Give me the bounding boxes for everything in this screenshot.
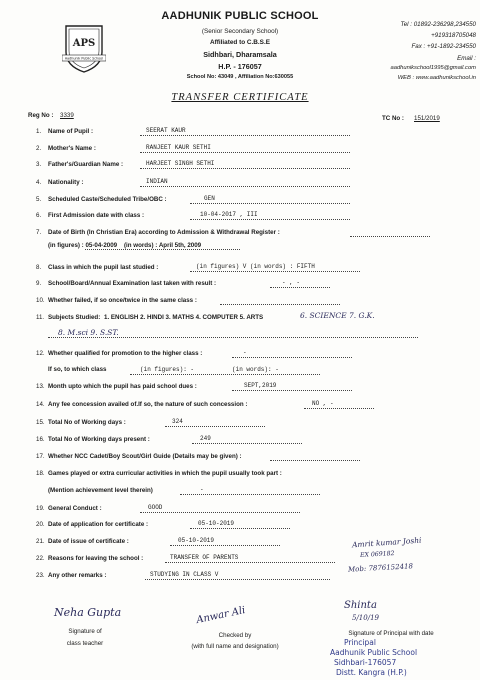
- field-number: 12.: [36, 350, 45, 357]
- field-underline: [145, 579, 330, 580]
- field-underline: [140, 168, 350, 169]
- field-number: 13.: [36, 383, 45, 390]
- school-location: Sidhbari, Dharamsala: [203, 50, 277, 59]
- field-underline: [190, 203, 350, 204]
- school-email-label: Email :: [457, 55, 476, 62]
- field-value-conduct: GOOD: [148, 504, 163, 511]
- principal-stamp-school: Aadhunik Public School: [330, 648, 418, 657]
- field-value-dob-words: (in words) : April 5th, 2009: [124, 242, 202, 249]
- field-underline: [220, 304, 340, 305]
- principal-caption: Signature of Principal with date: [348, 630, 434, 637]
- school-state-pin: H.P. - 176057: [218, 62, 262, 71]
- checker-caption-2: (with full name and designation): [191, 643, 279, 650]
- field-underline: [180, 494, 320, 495]
- field-value-promotion: -: [243, 349, 247, 356]
- field-label-days-present: Total No of Working days present :: [48, 436, 150, 443]
- principal-stamp-district: Distt. Kangra (H.P.): [336, 668, 407, 677]
- field-label-father-name: Father's/Guardian Name :: [48, 161, 124, 168]
- principal-stamp-pin: Sidhbari-176057: [334, 658, 397, 667]
- field-label-dues: Month upto which the pupil has paid school dues :: [48, 383, 197, 390]
- field-value-issue-date: 05-10-2019: [178, 537, 215, 544]
- checker-signature: Anwar Ali: [195, 604, 247, 627]
- principal-stamp-title: Principal: [344, 638, 376, 647]
- field-number: 7.: [36, 229, 42, 236]
- field-label-conduct: General Conduct :: [48, 505, 102, 512]
- school-email: aadhunikschool1995@gmail.com: [390, 65, 476, 71]
- field-label-promotion: Whether qualified for promotion to the higher class :: [48, 350, 203, 357]
- field-number: 19.: [36, 505, 45, 512]
- field-number: 2.: [36, 145, 42, 152]
- field-number: 18.: [36, 470, 45, 477]
- field-number: 8.: [36, 264, 42, 271]
- field-label-caste: Scheduled Caste/Scheduled Tribe/OBC :: [48, 196, 167, 203]
- school-number-affiliation: School No: 43049 , Affiliation No:630055: [186, 74, 294, 80]
- field-label-working-days: Total No of Working days :: [48, 419, 126, 426]
- field-value-mother-name: RANJEET KAUR SETHI: [146, 144, 211, 151]
- field-number: 21.: [36, 538, 45, 545]
- field-value-first-admission: 10-04-2017 , III: [200, 211, 258, 218]
- field-label-issue-date: Date of issue of certificate :: [48, 538, 129, 545]
- field-value-dob-figures: (in figures) : 05-04-2009: [48, 242, 118, 249]
- reg-no-label: Reg No :: [28, 112, 54, 119]
- principal-signature-date: 5/10/19: [352, 614, 379, 622]
- field-underline: [190, 271, 360, 272]
- field-label-failed: Whether failed, if so once/twice in the same class :: [48, 297, 197, 304]
- field-number: 9.: [36, 280, 42, 287]
- field-value-pupil-name: SEERAT KAUR: [146, 127, 186, 134]
- handwritten-remark-mobile: Mob: 7876152418: [347, 562, 414, 574]
- field-label-first-admission: First Admission date with class :: [48, 212, 145, 219]
- field-value-nationality: INDIAN: [146, 178, 168, 185]
- checker-caption-1: Checked by: [218, 632, 252, 639]
- field-number: 22.: [36, 555, 45, 562]
- field-value-caste: GEN: [204, 195, 215, 202]
- field-label-remarks: Any other remarks :: [48, 572, 107, 579]
- field-value-higher-figures: (in figures): -: [140, 366, 195, 373]
- school-fax: Fax : +91-1892-234550: [411, 43, 476, 50]
- field-label-dob: Date of Birth (In Christian Era) according to Admission & Withdrawal Register :: [48, 229, 280, 236]
- field-underline: [270, 460, 360, 461]
- field-number: 14.: [36, 401, 45, 408]
- field-number: 3.: [36, 161, 42, 168]
- field-underline: [192, 443, 302, 444]
- field-underline: [190, 219, 350, 220]
- handwritten-remark-id: EX 069182: [359, 550, 395, 559]
- field-underline: [270, 287, 330, 288]
- field-label-mother-name: Mother's Name :: [48, 145, 96, 152]
- school-mobile: +919318705048: [431, 32, 476, 39]
- handwritten-remark-name: Amrit kumar Joshi: [351, 535, 422, 550]
- field-label-concession: Any fee concession availed of.If so, the nature of such concession :: [48, 401, 248, 408]
- field-underline: [170, 545, 280, 546]
- field-underline: [130, 374, 320, 375]
- field-number: 23.: [36, 572, 45, 579]
- field-underline: [165, 426, 265, 427]
- svg-text:APS: APS: [72, 38, 96, 49]
- field-label-higher-class: If so, to which class: [48, 366, 107, 373]
- field-value-subjects-handwritten: 6. SCIENCE 7. G.K.: [300, 311, 375, 320]
- field-underline: [232, 390, 352, 391]
- field-number: 20.: [36, 521, 45, 528]
- field-value-concession: NO , -: [312, 400, 334, 407]
- field-label-nationality: Nationality :: [48, 179, 84, 186]
- field-label-games: Games played or extra curricular activities in which the pupil usually took part :: [48, 470, 282, 477]
- field-value-dues: SEPT,2019: [244, 382, 277, 389]
- field-value-achievement: -: [200, 486, 204, 493]
- field-label-ncc: Whether NCC Cadet/Boy Scout/Girl Guide (Details may be given) :: [48, 453, 242, 460]
- field-value-subjects: 1. ENGLISH 2. HINDI 3. MATHS 4. COMPUTER 5. ARTS: [104, 314, 264, 321]
- field-label-last-exam: School/Board/Annual Examination last taken with result :: [48, 280, 217, 287]
- field-underline: [350, 236, 430, 237]
- field-underline: [140, 186, 350, 187]
- certificate-title: TRANSFER CERTIFICATE: [171, 92, 309, 103]
- field-number: 17.: [36, 453, 45, 460]
- field-label-subjects: Subjects Studied:: [48, 314, 101, 321]
- field-value-last-class: (in figures) V (in words) : FIFTH: [196, 263, 315, 270]
- field-value-last-exam: - , -: [282, 279, 301, 286]
- field-value-days-present: 249: [200, 435, 211, 442]
- teacher-caption-2: class teacher: [66, 640, 104, 647]
- field-label-application-date: Date of application for certificate :: [48, 521, 149, 528]
- teacher-caption-1: Signature of: [68, 628, 102, 635]
- field-value-reason: TRANSFER OF PARENTS: [170, 554, 239, 561]
- field-underline: [140, 152, 350, 153]
- field-underline: [48, 337, 418, 338]
- field-label-last-class: Class in which the pupil last studied :: [48, 264, 159, 271]
- field-underline: [85, 249, 240, 250]
- tc-no-value: 151/2019: [414, 115, 440, 122]
- field-underline: [140, 512, 300, 513]
- school-name: AADHUNIK PUBLIC SCHOOL: [161, 10, 319, 22]
- field-number: 11.: [36, 314, 45, 321]
- field-label-pupil-name: Name of Pupil :: [48, 128, 94, 135]
- field-label-reason: Reasons for leaving the school :: [48, 555, 144, 562]
- field-number: 16.: [36, 436, 45, 443]
- field-value-subjects-handwritten-2: 8. M.sci 9. S.ST.: [58, 328, 119, 337]
- field-number: 15.: [36, 419, 45, 426]
- school-affiliation: Affiliated to C.B.S.E: [209, 39, 270, 46]
- field-underline: [140, 135, 350, 136]
- field-number: 10.: [36, 297, 45, 304]
- school-telephone: Tel : 01892-236298,234550: [400, 21, 476, 28]
- field-value-father-name: HARJEET SINGH SETHI: [146, 160, 215, 167]
- school-subtitle: (Senior Secondary School): [201, 28, 279, 35]
- field-underline: [232, 357, 352, 358]
- field-label-achievement: (Mention achievement level therein): [48, 487, 153, 494]
- field-value-higher-words: (in words): -: [232, 366, 279, 373]
- field-number: 1.: [36, 128, 42, 135]
- field-number: 5.: [36, 196, 42, 203]
- field-number: 6.: [36, 212, 42, 219]
- field-underline: [190, 528, 290, 529]
- field-underline: [165, 562, 335, 563]
- school-logo-crest: [62, 22, 106, 74]
- field-underline: [304, 408, 374, 409]
- field-number: 4.: [36, 179, 42, 186]
- tc-no-label: TC No :: [382, 115, 404, 122]
- field-value-remarks: STUDYING IN CLASS V: [150, 571, 219, 578]
- field-value-application-date: 05-10-2019: [198, 520, 235, 527]
- field-value-working-days: 324: [172, 418, 183, 425]
- svg-text:Aadhunik Public School: Aadhunik Public School: [64, 56, 104, 61]
- reg-no-value: 3339: [60, 112, 74, 119]
- principal-signature: Shinta: [344, 600, 377, 611]
- class-teacher-signature: Neha Gupta: [54, 606, 122, 619]
- school-website: WEB : www.aadhunikschool.in: [397, 75, 476, 81]
